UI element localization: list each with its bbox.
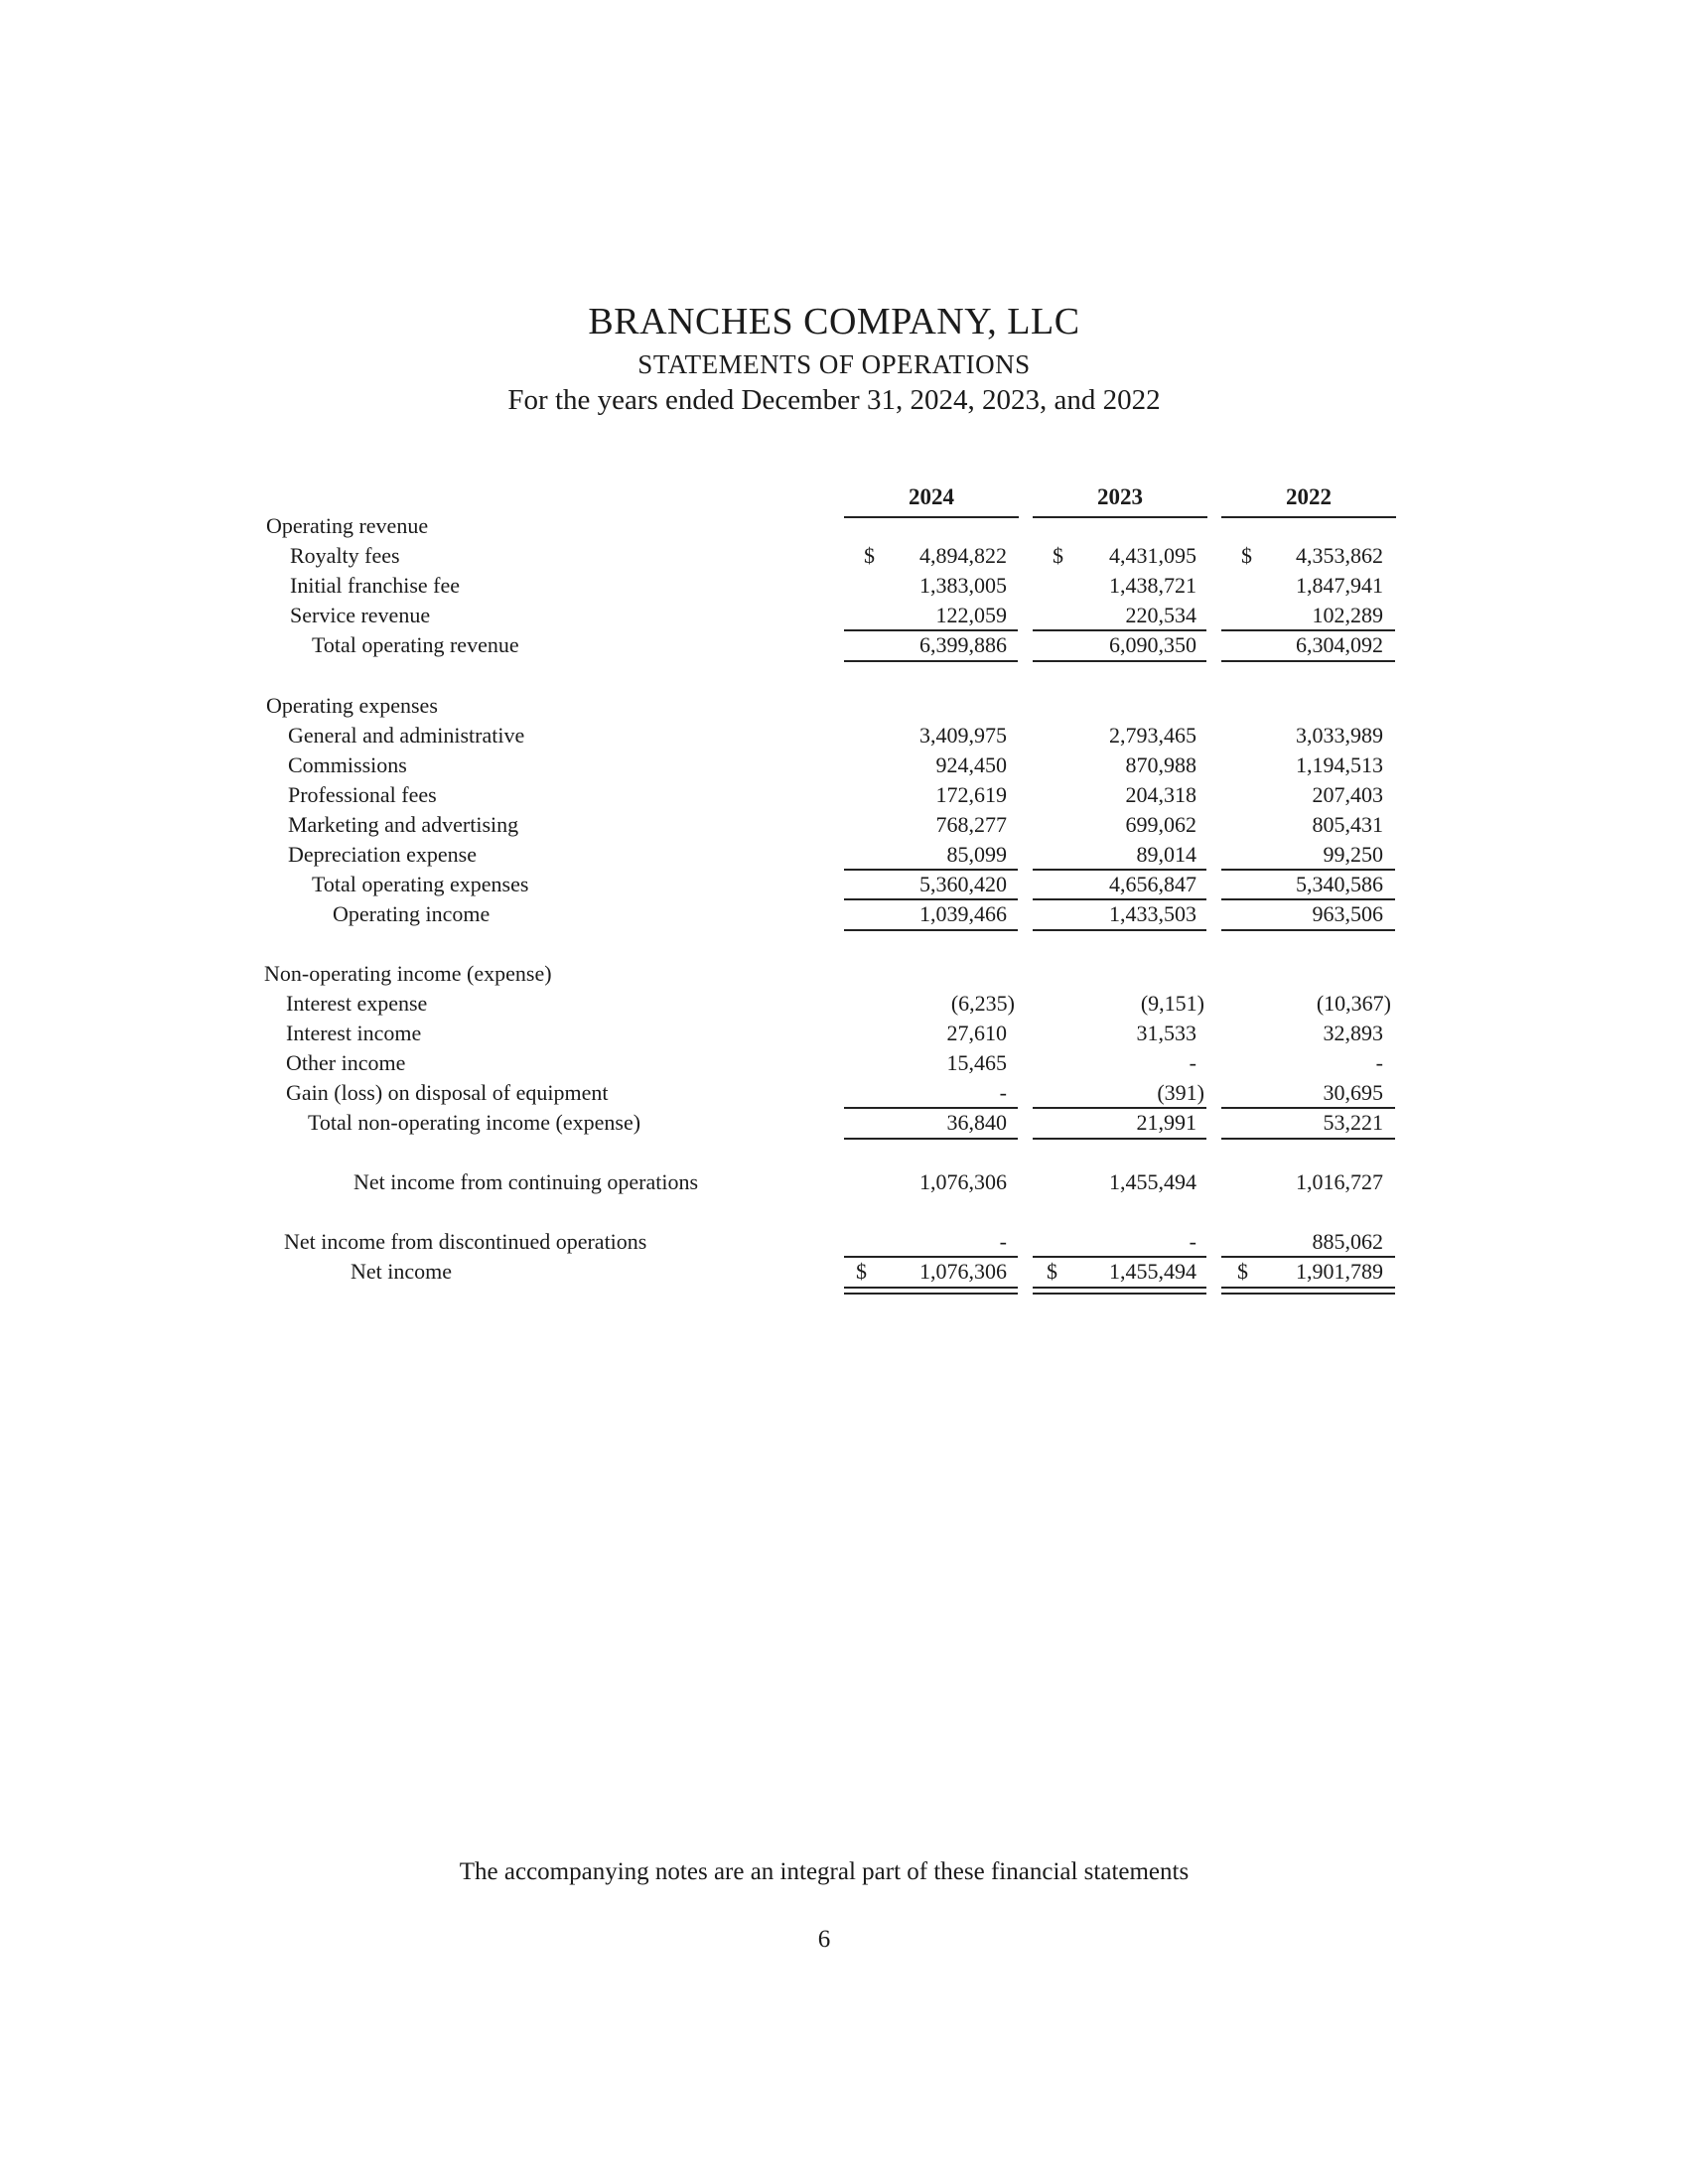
value-2022: 4,353,862	[1296, 543, 1383, 568]
value-2022: (10,367)	[1316, 991, 1391, 1016]
value-2023: -	[1189, 1050, 1196, 1075]
operating-income-label: Operating income	[333, 901, 491, 926]
page-number: 6	[817, 1926, 831, 1953]
value-2022: 805,431	[1312, 812, 1383, 837]
value-2022: 102,289	[1312, 603, 1383, 627]
value-2023: 699,062	[1125, 812, 1196, 837]
currency-symbol: $	[856, 1259, 867, 1284]
year-header-2022: 2022	[1221, 484, 1396, 518]
total-rule	[1221, 929, 1395, 931]
value-2022: 1,847,941	[1296, 573, 1383, 598]
value-2024: 36,840	[946, 1110, 1007, 1135]
double-underline	[1221, 1287, 1395, 1295]
value-2023: -	[1189, 1229, 1196, 1254]
total-rule	[1221, 1138, 1395, 1140]
table-row	[0, 601, 1688, 631]
value-2022: 1,901,789	[1296, 1259, 1383, 1284]
value-2023: 1,455,494	[1109, 1259, 1196, 1284]
value-2022: 53,221	[1323, 1110, 1383, 1135]
value-2023: 21,991	[1136, 1110, 1196, 1135]
total-rule	[1033, 1138, 1206, 1140]
table-row	[0, 541, 1688, 572]
table-row	[0, 1019, 1688, 1049]
table-row	[0, 751, 1688, 781]
value-2024: 1,076,306	[919, 1169, 1007, 1194]
value-2024: -	[999, 1229, 1007, 1254]
total-rule	[1221, 660, 1395, 662]
double-underline	[1033, 1287, 1206, 1295]
total-label: Total operating expenses	[312, 872, 529, 896]
year-header-2023: 2023	[1033, 484, 1207, 518]
currency-symbol: $	[1241, 543, 1252, 568]
value-2024: 3,409,975	[919, 723, 1007, 748]
line-item-label: Service revenue	[290, 603, 431, 627]
total-label: Total operating revenue	[312, 632, 519, 657]
line-item-label: Professional fees	[288, 782, 437, 807]
value-2022: 3,033,989	[1296, 723, 1383, 748]
value-2023: 2,793,465	[1109, 723, 1196, 748]
value-2023: 1,438,721	[1109, 573, 1196, 598]
footer-note: The accompanying notes are an integral part of these financial statements	[459, 1858, 1190, 1885]
discontinued-row	[0, 1227, 1688, 1258]
value-2022: 1,194,513	[1296, 752, 1383, 777]
line-item-label: Interest expense	[286, 991, 428, 1016]
value-2023: (391)	[1157, 1080, 1204, 1105]
total-row	[0, 1108, 1688, 1139]
total-rule	[844, 1138, 1018, 1140]
section-heading-row	[0, 959, 1688, 990]
currency-symbol: $	[1047, 1259, 1057, 1284]
value-2024: 924,450	[935, 752, 1007, 777]
value-2024: 27,610	[946, 1021, 1007, 1045]
value-2024: -	[999, 1080, 1007, 1105]
net-income-row	[0, 1257, 1688, 1288]
value-2024: 1,383,005	[919, 573, 1007, 598]
value-2024: 172,619	[935, 782, 1007, 807]
currency-symbol: $	[864, 543, 875, 568]
value-2023: 1,455,494	[1109, 1169, 1196, 1194]
value-2023: 31,533	[1136, 1021, 1196, 1045]
section-heading-row	[0, 691, 1688, 722]
section-heading: Operating expenses	[266, 693, 438, 718]
value-2022: 963,506	[1312, 901, 1383, 926]
line-item-label: Commissions	[288, 752, 407, 777]
line-item-label: General and administrative	[288, 723, 525, 748]
total-rule	[844, 660, 1018, 662]
table-row	[0, 1048, 1688, 1079]
table-row	[0, 721, 1688, 751]
value-2022: 99,250	[1323, 842, 1383, 867]
table-row	[0, 840, 1688, 871]
total-label: Total non-operating income (expense)	[308, 1110, 641, 1135]
table-row	[0, 780, 1688, 811]
net-income-label: Net income	[351, 1259, 453, 1284]
value-2024: (6,235)	[950, 991, 1015, 1016]
total-row	[0, 899, 1688, 930]
value-2023: 89,014	[1136, 842, 1196, 867]
value-2024: 122,059	[935, 603, 1007, 627]
value-2023: (9,151)	[1140, 991, 1204, 1016]
value-2022: 207,403	[1312, 782, 1383, 807]
line-item-label: Initial franchise fee	[290, 573, 461, 598]
year-header-2024: 2024	[844, 484, 1019, 518]
total-rule	[1033, 660, 1206, 662]
value-2022: 6,304,092	[1296, 632, 1383, 657]
table-row	[0, 989, 1688, 1020]
table-row	[0, 810, 1688, 841]
total-rule	[844, 929, 1018, 931]
continuing-row	[0, 1167, 1688, 1198]
table-row	[0, 571, 1688, 602]
value-2023: 4,431,095	[1109, 543, 1196, 568]
statement-period: For the years ended December 31, 2024, 2023, and 2022	[507, 384, 1161, 416]
total-row	[0, 870, 1688, 900]
value-2022: 885,062	[1312, 1229, 1383, 1254]
value-2024: 4,894,822	[919, 543, 1007, 568]
value-2022: -	[1375, 1050, 1383, 1075]
value-2023: 220,534	[1125, 603, 1196, 627]
total-row	[0, 630, 1688, 661]
line-item-label: Royalty fees	[290, 543, 400, 568]
value-2024: 5,360,420	[919, 872, 1007, 896]
discontinued-label: Net income from discontinued operations	[284, 1229, 647, 1254]
company-name: BRANCHES COMPANY, LLC	[588, 301, 1080, 342]
section-heading: Operating revenue	[266, 513, 429, 538]
value-2024: 85,099	[946, 842, 1007, 867]
section-heading: Non-operating income (expense)	[264, 961, 552, 986]
line-item-label: Depreciation expense	[288, 842, 477, 867]
value-2022: 32,893	[1323, 1021, 1383, 1045]
value-2023: 204,318	[1125, 782, 1196, 807]
value-2022: 30,695	[1323, 1080, 1383, 1105]
table-row	[0, 1078, 1688, 1109]
value-2024: 1,039,466	[919, 901, 1007, 926]
line-item-label: Interest income	[286, 1021, 422, 1045]
continuing-label: Net income from continuing operations	[353, 1169, 699, 1194]
value-2023: 6,090,350	[1109, 632, 1196, 657]
currency-symbol: $	[1237, 1259, 1248, 1284]
line-item-label: Other income	[286, 1050, 406, 1075]
value-2024: 768,277	[935, 812, 1007, 837]
line-item-label: Gain (loss) on disposal of equipment	[286, 1080, 609, 1105]
section-heading-row	[0, 511, 1688, 542]
statement-title: STATEMENTS OF OPERATIONS	[637, 349, 1031, 379]
currency-symbol: $	[1053, 543, 1063, 568]
value-2024: 1,076,306	[919, 1259, 1007, 1284]
line-item-label: Marketing and advertising	[288, 812, 519, 837]
value-2022: 1,016,727	[1296, 1169, 1383, 1194]
value-2023: 1,433,503	[1109, 901, 1196, 926]
value-2024: 6,399,886	[919, 632, 1007, 657]
value-2022: 5,340,586	[1296, 872, 1383, 896]
value-2023: 4,656,847	[1109, 872, 1196, 896]
value-2023: 870,988	[1125, 752, 1196, 777]
total-rule	[1033, 929, 1206, 931]
value-2024: 15,465	[946, 1050, 1007, 1075]
double-underline	[844, 1287, 1018, 1295]
